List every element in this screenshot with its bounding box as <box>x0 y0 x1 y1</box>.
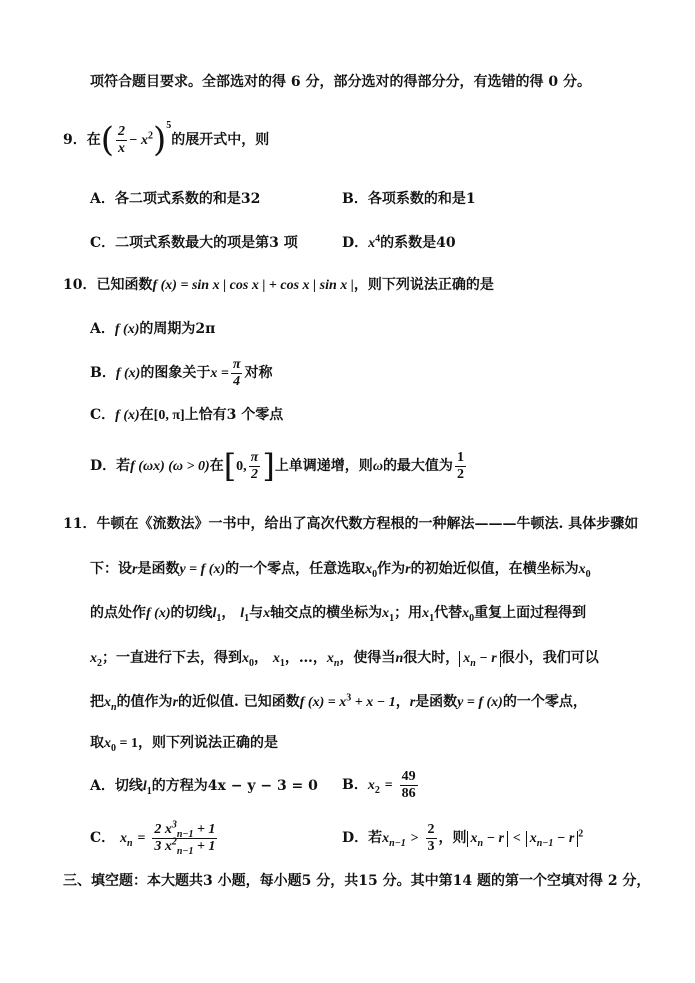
q10-option-d: D．若f (ωx) (ω > 0)在[0, $\frac{\pi}{2}$ ]上单调递增，则ω的最大值为 $\frac{1}{2}$ <box>90 447 464 485</box>
fraction: $\frac{2 x^3_{n-1} + 1}{3 x^2_{n-1} + 1}$ <box>154 818 216 857</box>
question-number: 11． <box>63 516 97 532</box>
section-3-heading: 三、填空题：本大题共3 小题，每小题5 分，共15 分。其中第14 题的第一个空填对得 2 分， <box>63 873 651 889</box>
question-11-stem-line5: 把$x_n$的值作为r的近似值. 已知函数f $(x) = x^3 + x - 1$，r是函数y = f (x)的一个零点， <box>90 692 587 713</box>
question-number: 9． <box>63 132 87 148</box>
q9-option-b: B．各项系数的和是1 <box>342 191 476 207</box>
question-11-stem-line4: $x_2$；一直进行下去，得到$x_0$， $x_1$，…，$x_n$，使得当n很大时， $x_n - r$ 很小，我们可以 <box>90 650 599 669</box>
fraction: $\frac{2}{3}$ <box>427 821 435 854</box>
q10-option-b: B．f (x)的图象关于x = $\frac{\pi}{4}$ 对称 <box>90 356 273 389</box>
fraction: $\frac{49}{86}$ <box>401 768 416 801</box>
q9-option-c: C．二项式系数最大的项是第3 项 <box>90 235 298 251</box>
question-number: 10． <box>63 277 97 293</box>
question-11-stem-line6: 取$x_0 = 1$，则下列说法正确的是 <box>90 735 278 754</box>
question-11-stem-line1: 11．牛顿在《流数法》一书中，给出了高次代数方程根的一种解法———牛顿法. 具体步骤如 <box>63 516 639 532</box>
q11-option-b: B．$x_2$ = $\frac{49}{86}$ <box>342 768 416 801</box>
q10-option-a: A．f (x)的周期为2π <box>90 321 216 337</box>
q9-option-d: D．$x^4$的系数是40 <box>342 233 456 251</box>
fraction: $\frac{\pi}{2}$ <box>250 449 259 482</box>
q11-option-a: A．切线$l_1$的方程为4x − y − 3 = 0 <box>90 778 318 797</box>
q9-option-a: A．各二项式系数的和是32 <box>90 191 261 207</box>
question-9-stem: 9．在( $\frac{2}{x}$ − $x^2)^5$的展开式中，则 <box>63 120 270 160</box>
intro-line: 项符合题目要求。全部选对的得 6 分，部分选对的得部分分，有选错的得 0 分。 <box>90 74 591 90</box>
q11-option-d: D．若$x_{n-1}$ > $\frac{2}{3}$ ，则 $x_n - r < x_{n-1} - r$ $^2$ <box>342 821 584 854</box>
fraction: $\frac{2}{x}$ <box>118 123 126 156</box>
question-11-stem-line3: 的点处作f (x)的切线$l_1$， $l_1$与x轴交点的横坐标为$x_1$；用$x_1$代替$x_0$重复上面过程得到 <box>90 605 587 624</box>
q10-option-c: C．f (x)在[0, π]上恰有3 个零点 <box>90 407 284 423</box>
fraction: $\frac{\pi}{4}$ <box>232 356 241 389</box>
question-10-stem: 10．已知函数f (x) = sin x | cos x | + cos x | sin x |，则下列说法正确的是 <box>63 277 494 293</box>
question-11-stem-line2: 下：设r是函数y = f (x)的一个零点，任意选取$x_0$作为r的初始近似值，在横坐标为$x_0$ <box>90 561 591 580</box>
fraction: $\frac{1}{2}$ <box>456 449 464 482</box>
q11-option-c: C． $x_n$ = $\frac{2 x^3_{n-1} + 1}{3 x^2_{n-1} + 1}$ <box>90 818 216 857</box>
